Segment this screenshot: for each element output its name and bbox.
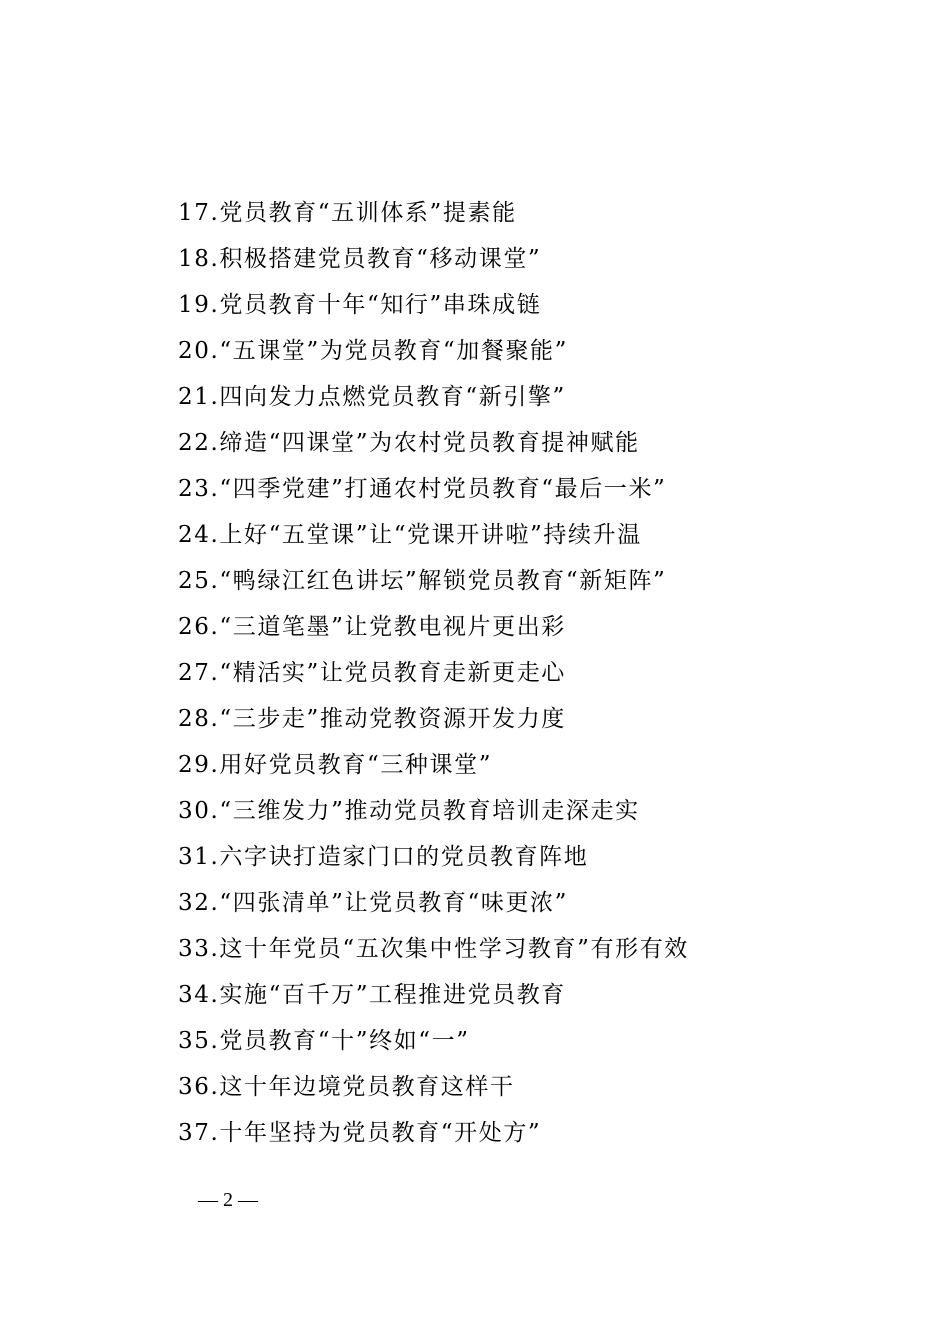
- page-number: — 2 —: [198, 1189, 258, 1211]
- list-item: 34.实施“百千万”工程推进党员教育: [178, 982, 566, 1008]
- list-item: 20.“五课堂”为党员教育“加餐聚能”: [178, 338, 569, 364]
- list-item: 30.“三维发力”推动党员教育培训走深走实: [178, 798, 640, 824]
- list-item: 19.党员教育十年“知行”串珠成链: [178, 292, 542, 318]
- list-item: 31.六字诀打造家门口的党员教育阵地: [178, 844, 589, 870]
- list-item: 28.“三步走”推动党教资源开发力度: [178, 706, 566, 732]
- list-item: 36.这十年边境党员教育这样干: [178, 1074, 515, 1100]
- list-item: 22.缔造“四课堂”为农村党员教育提神赋能: [178, 430, 640, 456]
- list-item: 23.“四季党建”打通农村党员教育“最后一米”: [178, 476, 667, 502]
- list-item: 27.“精活实”让党员教育走新更走心: [178, 660, 566, 686]
- list-item: 24.上好“五堂课”让“党课开讲啦”持续升温: [178, 522, 642, 548]
- list-item: 29.用好党员教育“三种课堂”: [178, 752, 493, 778]
- title-list: [178, 190, 689, 1156]
- list-item: 17.党员教育“五训体系”提素能: [178, 200, 517, 226]
- list-item: 35.党员教育“十”终如“一”: [178, 1028, 470, 1054]
- list-item: 26.“三道笔墨”让党教电视片更出彩: [178, 614, 566, 640]
- list-item: 32.“四张清单”让党员教育“味更浓”: [178, 890, 569, 916]
- list-item: 21.四向发力点燃党员教育“新引擎”: [178, 384, 566, 410]
- list-item: 33.这十年党员“五次集中性学习教育”有形有效: [178, 936, 689, 962]
- list-item: 18.积极搭建党员教育“移动课堂”: [178, 246, 542, 272]
- list-item: 37.十年坚持为党员教育“开处方”: [178, 1120, 542, 1146]
- list-item: 25.“鸭绿江红色讲坛”解锁党员教育“新矩阵”: [178, 568, 667, 594]
